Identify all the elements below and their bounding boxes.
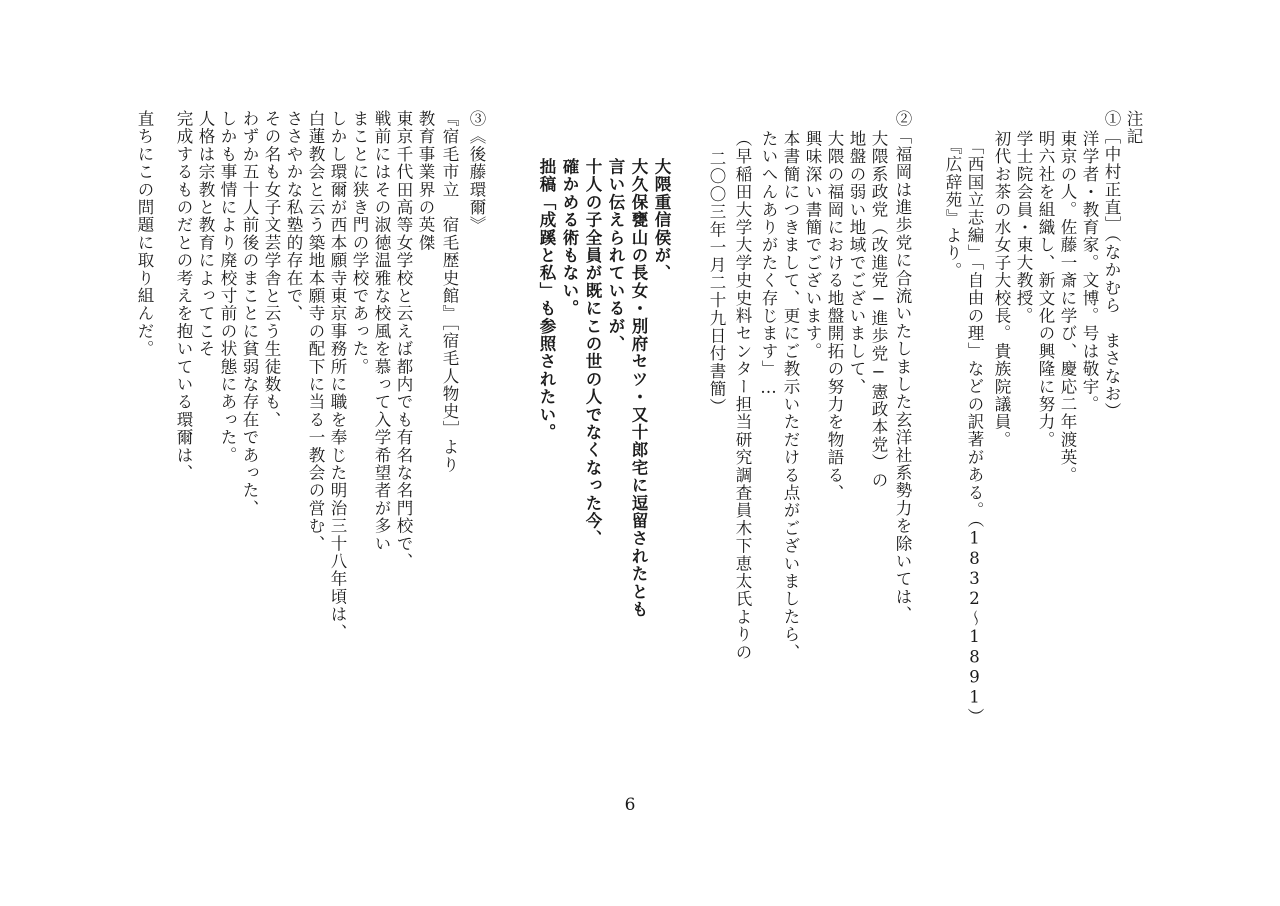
note1-line: 『広辞苑』より。: [943, 138, 962, 280]
note1-title: ①［中村正直］（なかむら まさなお）: [1102, 110, 1121, 421]
note2-line: 興味深い書簡でございます。: [803, 130, 822, 361]
note2-bold-line: 大久保甕山の長女・別府セツ・又十郎宅に逗留されたとも: [629, 158, 648, 619]
note2-bold-line: 大隈重信侯が、: [652, 158, 671, 282]
note3-line: 人格は宗教と教育によってこそ: [196, 110, 215, 358]
note1-line: 明六社を組織し、新文化の興隆に努力。: [1036, 130, 1055, 449]
note3-line: 直ちにこの問題に取り組んだ。: [135, 110, 154, 358]
note3-line: しかも事情により廃校寸前の状態にあった。: [218, 110, 237, 464]
note1-line: 「西国立志編」「自由の理」などの訳著がある。（1832〜1891）: [965, 138, 984, 726]
note3-source: 『宿毛市立 宿毛歴史館』［宿毛人物史］より: [440, 110, 459, 474]
note2-line: ②「福岡は進歩党に合流いたしました玄洋社系勢力を除いては、: [893, 110, 912, 624]
note2-line: 本書簡につきまして、更にご教示いただける点がございましたら、: [781, 130, 800, 661]
note2-bold-line: 十人の子全員が既にこの世の人でなくなった今、: [583, 158, 602, 548]
note3-title: ③《後藤環爾》: [467, 110, 486, 234]
note1-line: 学士院会員・東大教授。: [1014, 130, 1033, 325]
note3-line: 東京千代田高等女学校と云えば都内でも有名な名門校で、: [394, 110, 413, 571]
note3-line: 白蓮教会と云う築地本願寺の配下に当る一教会の営む、: [306, 110, 325, 553]
note2-line: （早稲田大学大学史史料センター担当研究調査員木下恵太氏よりの: [733, 130, 752, 661]
note2-line: 大隈の福岡における地盤開拓の努力を物語る、: [825, 130, 844, 502]
note3-line: その名も女子文芸学舎と云う生徒数も、: [262, 110, 281, 429]
note2-line: 地盤の弱い地域でございまして、: [847, 130, 866, 396]
note3-line: 教育事業界の英傑: [416, 110, 435, 252]
note3-line: ささやかな私塾的存在で、: [284, 110, 303, 323]
note1-line: 初代お茶の水女子大校長。貴族院議員。: [992, 130, 1011, 449]
note2-bold-line: 確かめる術もない。: [560, 158, 579, 318]
note3-line: しかし環爾が西本願寺東京事務所に職を奉じた明治三十八年頃は、: [328, 110, 347, 641]
note3-line: まことに狭き門の学校であった。: [350, 110, 369, 376]
note2-bold-line: 言い伝えられているが、: [606, 158, 625, 353]
notes-heading: 注記: [1124, 110, 1143, 146]
note2-line: 大隈系政党（改進党─進歩党─憲政本党）の: [869, 130, 888, 489]
note1-line: 洋学者・教育家。文博。号は敬宇。: [1080, 130, 1099, 414]
note2-bold-line: 拙稿「成蹊と私」も参照されたい。: [537, 158, 556, 442]
note2-line: たいへんありがたく存じます」…: [759, 130, 778, 398]
page-number: 6: [624, 795, 636, 815]
note2-line: 二〇〇三年一月二十九日付書簡）: [707, 150, 726, 416]
note1-line: 東京の人。佐藤一斎に学び、慶応二年渡英。: [1058, 130, 1077, 484]
note3-line: 完成するものだとの考えを抱いている環爾は、: [174, 110, 193, 482]
note3-line: 戦前にはその淑徳温雅な校風を慕って入学希望者が多い: [372, 110, 391, 553]
note3-line: わずか五十人前後のまことに貧弱な存在であった、: [240, 110, 259, 518]
